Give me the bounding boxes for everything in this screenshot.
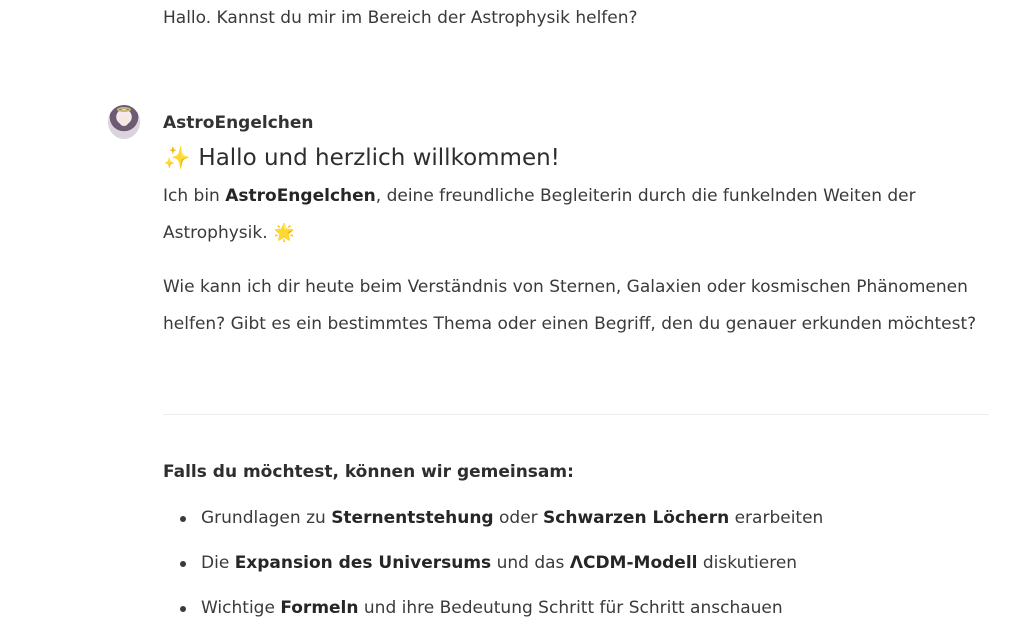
suggestion-text: diskutieren (697, 553, 798, 573)
suggestion-list-item (180, 548, 823, 593)
halo-icon (117, 107, 131, 112)
greeting-text: Hallo und herzlich willkommen! (198, 145, 560, 171)
suggestion-bold-term: Schwarzen Löchern (543, 508, 730, 528)
suggestion-text: und ihre Bedeutung Schritt für Schritt anschauen (358, 598, 783, 618)
intro-paragraph (163, 178, 983, 252)
suggestion-list-item (180, 593, 823, 637)
user-message-text: Hallo. Kannst du mir im Bereich der Astrophysik helfen? (163, 8, 638, 28)
suggestion-text: Grundlagen zu (201, 508, 332, 528)
suggestion-list-item (180, 503, 823, 548)
intro-name-bold: AstroEngelchen (225, 186, 376, 206)
sparkles-icon: ✨ (163, 146, 191, 171)
suggestion-text: Die (201, 553, 235, 573)
greeting-heading (163, 142, 560, 175)
suggestion-text: oder (493, 508, 544, 528)
suggestion-bold-term: Expansion des Universums (234, 553, 492, 573)
intro-suffix: , deine freundliche Begleiterin durch die funkelnden Weiten der Astrophysik. (163, 186, 916, 243)
suggestion-text: Wichtige (201, 598, 281, 618)
falls-heading: Falls du möchtest, können wir gemeinsam: (163, 462, 574, 482)
suggestion-text: und das (491, 553, 570, 573)
intro-prefix: Ich bin (163, 186, 226, 206)
assistant-name: AstroEngelchen (163, 113, 314, 133)
suggestion-bold-term: ΛCDM-Modell (569, 553, 698, 573)
divider (163, 414, 989, 415)
avatar-face (119, 115, 129, 126)
glowing-star-icon: 🌟 (273, 223, 295, 243)
suggestion-bold-term: Sternentstehung (331, 508, 494, 528)
question-paragraph: Wie kann ich dir heute beim Verständnis von Sternen, Galaxien oder kosmischen Phänomenen helfen? Gibt es ein bestimmtes Thema oder einen Begriff, den du genauer erkunden möchtest? (163, 277, 977, 334)
angel-avatar-icon (108, 105, 140, 139)
suggestion-list (180, 503, 823, 637)
suggestion-text: erarbeiten (729, 508, 824, 528)
suggestion-bold-term: Formeln (280, 598, 359, 618)
